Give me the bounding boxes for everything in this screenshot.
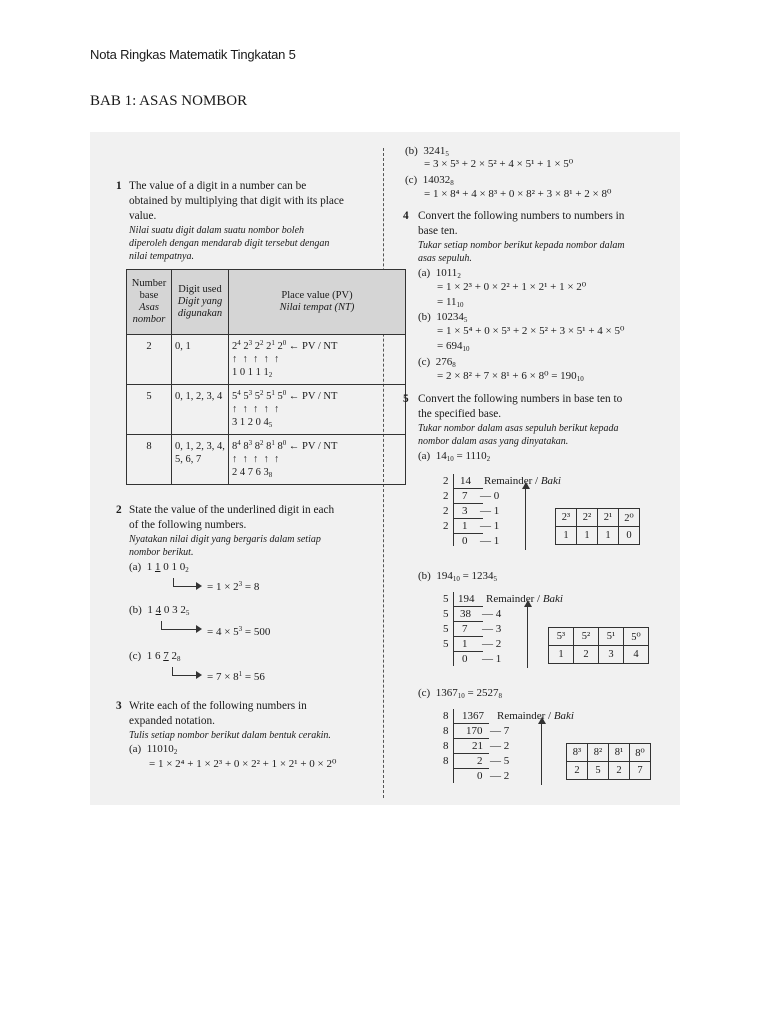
digit-row: 1 0 1 1 $1_2$ <box>232 367 273 379</box>
document-page: Nota Ringkas Matematik Tingkatan 5 BAB 1: ASAS NOMBOR 1 The value of a digit in a number can be obtained by multiplying that digit with its place value. Nilai suatu digit dalam suatu nombor boleh diperoleh dengan mendarab digit tersebut dengan nilai tempatnya. Number base Asas nombor Digit used Digit yang digunakan Place value (PV) Nilai tempat (NT) 2 0, 1 $2^4$ $2^3$ $2^2$ $2^1$ $2^0$ ← PV / NT ↑ ↑ ↑ ↑ ↑ 1 0 1 1 $1_2$ 5 0, 1, 2, 3, 4 $5^4$ $5^3$ $5^2$ $5^1$ $5^0$ ← PV / NT ↑ ↑ ↑ ↑ ↑ 3 1 2 0 $4_5$ 8 0, 1, 2, 3, 4, 5, 6, 7 $8^4$ $8^3$ $8^2$ $8^1$ $8^0$ ← PV / NT ↑ ↑ ↑ ↑ ↑ 2 4 7 6 $3_8$ 2 State the value of the underlined digit in each of the following numbers. Nyatakan nilai digit yang bergaris dalam setiap nombor berikut. (a) 1 1 0 1 $0_2$ = $1 \times 2^3 = 8$ (b) 1 4 0 3 $2_5$ = $4 \times 5^3 = 500$ (c) 1 6 7 $2_8$ = $7 \times 8^1 = 56$ 3 Write each of the following numbers in expanded notation. Tulis setiap nombor berikut dalam bentuk cerakin. (a) $11010_2$ = 1 × 2⁴ + 1 × 2³ + 0 × 2² + 1 × 2¹ + 0 × 2⁰ (b) $3241_5$ = 3 × 5³ + 2 × 5² + 4 × 5¹ + 1 × 5⁰ (c) $14032_8$ = 1 × 8⁴ + 4 × 8³ + 0 × 8² + 3 × 8¹ + 2 × 8⁰ 4 Convert the following numbers to numbers in base ten. Tukar setiap nombor berikut kepada nombor dalam asas sepuluh. (a) $1011_2$ = 1 × 2³ + 0 × 2² + 1 × 2¹ + 1 × 2⁰ = $11_{10}$ (b) $10234_5$ = 1 × 5⁴ + 0 × 5³ + 2 × 5² + 3 × 5¹ + 4 × 5⁰ = $694_{10}$ (c) $276_8$ = $2 \times 8^2 + 7 \times 8^1 + 6 \times 8^0 = 190_{10}$ 5 Convert the following numbers in base ten to the specified base. Tukar nombor dalam asas sepuluh berikut kepada nombor dalam asas yang dinyatakan. (a) $14_{10} = 1110_2$ 2 2 2 2 14 7 3 1 0 Remainder / Baki — 0 — 1 — 1 — 1 2³ 2² 2¹ 2⁰ 1 1 1 0 (b) $194_{10} = 1234_5$ 5 5 5 5 194 38 7 1 0 Remainder / Baki — 4 — 3 — 2 — 1 5³ 5² 5¹ 5⁰ 1 2 3 4 (c) $1367_{10} = 2527_8$ 8 8 8 8 1367 170 21 2 0 Remainder / Baki — 7 — 2 — 5 — 2 8³ 8² 8¹ 8⁰ 2 5 2 7 <box>0 0 768 1024</box>
q2c-number: (c) 1 6 7 $2_8$ <box>129 650 181 663</box>
header-number-base-malay: Asas nombor <box>132 302 166 325</box>
place-value-powers: $8^4$ $8^3$ $8^2$ $8^1$ $8^0$ ← PV / NT <box>232 439 338 452</box>
pv-label: ← PV / NT <box>288 441 338 452</box>
document-header: Nota Ringkas Matematik Tingkatan 5 <box>90 47 296 62</box>
up-arrows: ↑ ↑ ↑ ↑ ↑ <box>232 354 280 365</box>
q2c-result: = $7 \times 8^1 = 56$ <box>207 670 265 683</box>
q2-text-line1: State the value of the underlined digit in each <box>129 504 335 516</box>
up-arrow-icon <box>525 488 526 550</box>
place-value-cell <box>229 435 406 485</box>
q5-number: 5 <box>403 393 409 405</box>
q2a-result: = $1 \times 2^3 = 8$ <box>207 580 260 593</box>
base-cell: 5 <box>127 385 172 435</box>
header-digit-used-malay: Digit yang digunakan <box>177 296 223 319</box>
table-row <box>127 335 406 385</box>
q2a-number: (a) 1 1 0 1 $0_2$ <box>129 561 189 574</box>
place-value-powers: $2^4$ $2^3$ $2^2$ $2^1$ $2^0$ ← PV / NT <box>232 339 338 352</box>
q3c-expansion: = 1 × 8⁴ + 4 × 8³ + 0 × 8² + 3 × 8¹ + 2 × 8⁰ <box>424 188 612 200</box>
q4b-line1: = 1 × 5⁴ + 0 × 5³ + 2 × 5² + 3 × 5¹ + 4 × 5⁰ <box>437 325 625 337</box>
table-row <box>127 385 406 435</box>
remainder-label: Remainder / Baki <box>497 710 574 722</box>
q4-text-line2: base ten. <box>418 225 458 237</box>
q1-number: 1 <box>116 180 122 192</box>
q5a-place-value-table: 2³ 2² 2¹ 2⁰ 1 1 1 0 <box>555 508 640 545</box>
q1-text-line2: obtained by multiplying that digit with its place <box>129 195 344 207</box>
q3-malay-line1: Tulis setiap nombor berikut dalam bentuk cerakin. <box>129 730 331 741</box>
q4c-line1: = $2 \times 8^2 + 7 \times 8^1 + 6 \times 8^0 = 190_{10}$ <box>437 370 584 383</box>
place-value-cell <box>229 335 406 385</box>
q4-malay-line2: asas sepuluh. <box>418 253 472 264</box>
q3b-number: (b) $3241_5$ <box>405 145 449 158</box>
q4b-number: (b) $10234_5$ <box>418 311 468 324</box>
q5c-place-value-table: 8³ 8² 8¹ 8⁰ 2 5 2 7 <box>566 743 651 780</box>
q4-malay-line1: Tukar setiap nombor berikut kepada nombor dalam <box>418 240 625 251</box>
digit-row: 2 4 7 6 $3_8$ <box>232 467 273 479</box>
q3a-number: (a) $11010_2$ <box>129 743 178 756</box>
place-value-table-header <box>127 270 406 335</box>
place-value-cell <box>229 385 406 435</box>
q5-malay-line1: Tukar nombor dalam asas sepuluh berikut kepada <box>418 423 619 434</box>
q2b-result: = $4 \times 5^3 = 500$ <box>207 625 271 638</box>
q5c-heading: (c) $1367_{10} = 2527_8$ <box>418 687 502 700</box>
q3-number: 3 <box>116 700 122 712</box>
q5a-heading: (a) $14_{10} = 1110_2$ <box>418 450 491 463</box>
q3a-expansion: = 1 × 2⁴ + 1 × 2³ + 0 × 2² + 1 × 2¹ + 0 × 2⁰ <box>149 758 337 770</box>
q1-malay-line1: Nilai suatu digit dalam suatu nombor boleh <box>129 225 305 236</box>
base-cell: 2 <box>127 335 172 385</box>
header-place-value-malay: Nilai tempat (NT) <box>279 302 355 313</box>
q4a-number: (a) $1011_2$ <box>418 267 461 280</box>
q4-text-line1: Convert the following numbers to numbers in <box>418 210 625 222</box>
remainder-label: Remainder / Baki <box>484 475 561 487</box>
q5-text-line2: the specified base. <box>418 408 502 420</box>
remainder-label: Remainder / Baki <box>486 593 563 605</box>
q4-number: 4 <box>403 210 409 222</box>
pv-label: ← PV / NT <box>288 341 338 352</box>
q5b-place-value-table: 5³ 5² 5¹ 5⁰ 1 2 3 4 <box>548 627 649 664</box>
q5b-heading: (b) $194_{10} = 1234_5$ <box>418 570 498 583</box>
q5-malay-line2: nombor dalam asas yang dinyatakan. <box>418 436 569 447</box>
q2-number: 2 <box>116 504 122 516</box>
q4a-line2: = $11_{10}$ <box>437 296 464 309</box>
q2-text-line2: of the following numbers. <box>129 519 247 531</box>
q3c-number: (c) $14032_8$ <box>405 174 454 187</box>
header-digit-used: Digit used <box>178 284 222 295</box>
base-cell: 8 <box>127 435 172 485</box>
q4a-line1: = 1 × 2³ + 0 × 2² + 1 × 2¹ + 1 × 2⁰ <box>437 281 587 293</box>
digits-cell: 0, 1, 2, 3, 4 <box>172 385 229 435</box>
digits-cell: 0, 1, 2, 3, 4, 5, 6, 7 <box>172 435 229 485</box>
q1-text-line1: The value of a digit in a number can be <box>129 180 307 192</box>
q5-text-line1: Convert the following numbers in base ten to <box>418 393 623 405</box>
up-arrow-icon <box>527 606 528 668</box>
q4c-number: (c) $276_8$ <box>418 356 456 369</box>
q2-malay-line1: Nyatakan nilai digit yang bergaris dalam setiap <box>129 534 321 545</box>
q2-malay-line2: nombor berikut. <box>129 547 194 558</box>
place-value-table <box>126 269 406 485</box>
arrow-icon <box>172 667 200 676</box>
header-place-value: Place value (PV) <box>281 290 353 301</box>
q3-text-line2: expanded notation. <box>129 715 215 727</box>
arrow-icon <box>173 578 200 587</box>
digit-row: 3 1 2 0 $4_5$ <box>232 417 273 429</box>
q3-text-line1: Write each of the following numbers in <box>129 700 307 712</box>
q1-text-line3: value. <box>129 210 157 222</box>
up-arrow-icon <box>541 723 542 785</box>
digits-cell: 0, 1 <box>172 335 229 385</box>
up-arrows: ↑ ↑ ↑ ↑ ↑ <box>232 454 280 465</box>
q4b-line2: = $694_{10}$ <box>437 340 470 353</box>
q1-malay-line2: diperoleh dengan mendarab digit tersebut dengan <box>129 238 330 249</box>
up-arrows: ↑ ↑ ↑ ↑ ↑ <box>232 404 280 415</box>
q3b-expansion: = 3 × 5³ + 2 × 5² + 4 × 5¹ + 1 × 5⁰ <box>424 158 574 170</box>
q1-malay-line3: nilai tempatnya. <box>129 251 194 262</box>
table-row <box>127 435 406 485</box>
pv-label: ← PV / NT <box>288 391 338 402</box>
header-number-base: Number base <box>131 278 167 301</box>
chapter-title: BAB 1: ASAS NOMBOR <box>90 93 248 109</box>
arrow-icon <box>161 621 200 630</box>
q2b-number: (b) 1 4 0 3 $2_5$ <box>129 604 190 617</box>
place-value-powers: $5^4$ $5^3$ $5^2$ $5^1$ $5^0$ ← PV / NT <box>232 389 338 402</box>
